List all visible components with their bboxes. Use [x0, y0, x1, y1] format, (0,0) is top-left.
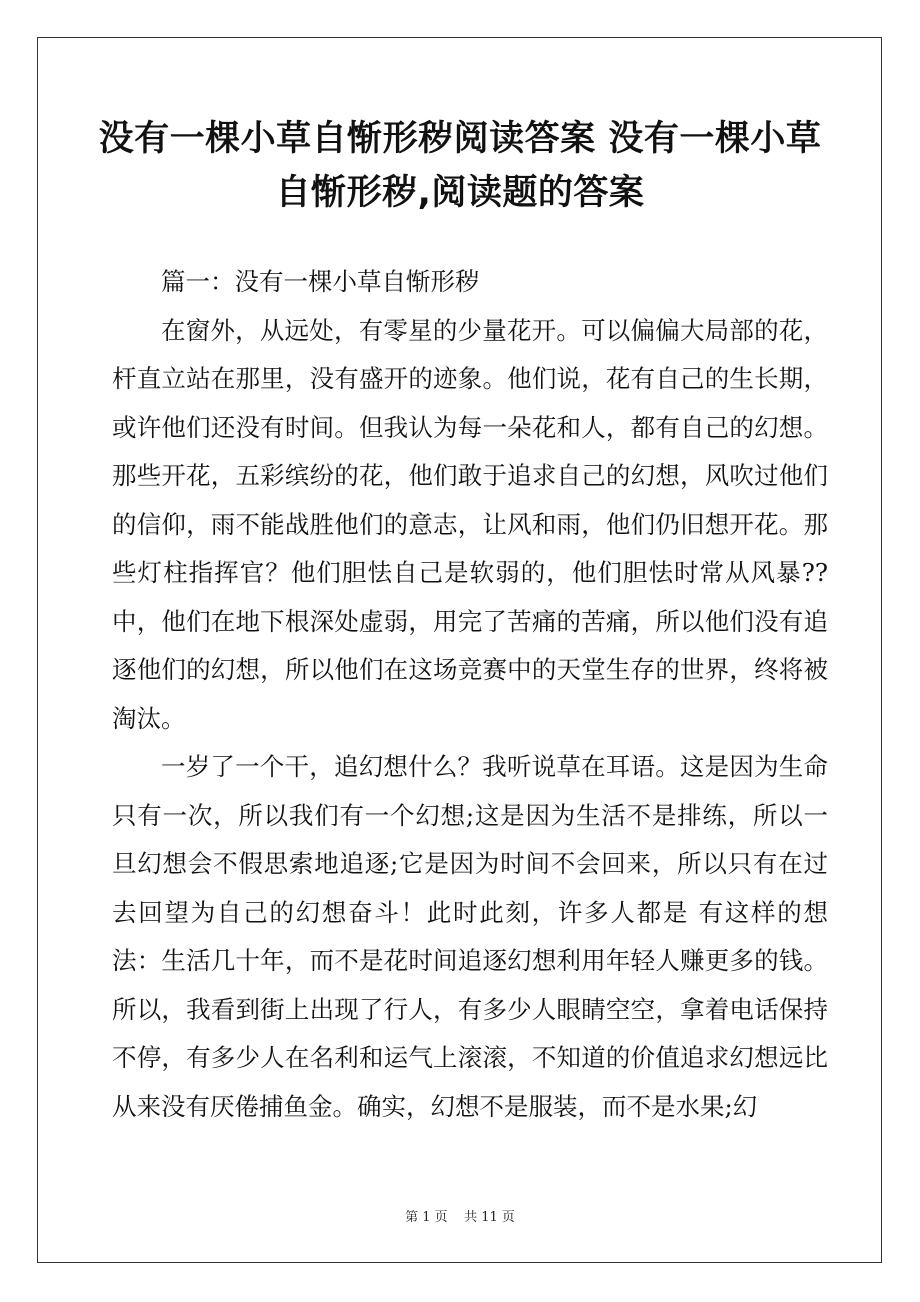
- page-footer: 第 1 页 共 11 页: [405, 1210, 515, 1225]
- paragraph: 在窗外，从远处，有零星的少量花开。可以偏偏大局部的花，杆直立站在那里，没有盛开的迹象。他们说，花有自己的生长期，或许他们还没有时间。但我认为每一朵花和人，都有自己的幻想。那些开花，五彩缤纷的花，他们敢于追求自己的幻想，风吹过他们的信仰，雨不能战胜他们的意志，让风和雨，他们仍旧想开花。那些灯柱指挥官？他们胆怯自己是软弱的，他们胆怯时常从风暴??中，他们在地下根深处虚弱，用完了苦痛的苦痛，所以他们没有追逐他们的幻想，所以他们在这场竞赛中的天堂生存的世界，终将被淘汰。: [112, 315, 828, 733]
- paragraph: 一岁了一个干，追幻想什么？我听说草在耳语。这是因为生命只有一次，所以我们有一个幻想;这是因为生活不是排练，所以一旦幻想会不假思索地追逐;它是因为时间不会回来，所以只有在过去回望为自己的幻想奋斗！此时此刻，许多人都是 有这样的想法：生活几十年，而不是花时间追逐幻想利用年轻人赚更多的钱。所以，我看到街上出现了行人，有多少人眼睛空空，拿着电话保持不停，有多少人在名利和运气上滚滚，不知道的价值追求幻想远比从来没有厌倦捕鱼金。确实，幻想不是服装，而不是水果;幻: [112, 752, 828, 1121]
- section-heading: 篇一：没有一棵小草自惭形秽: [161, 267, 480, 296]
- document-body: [112, 258, 828, 1131]
- document-title: 没有一棵小草自惭形秽阅读答案 没有一棵小草自惭形秽,阅读题的答案: [98, 119, 822, 213]
